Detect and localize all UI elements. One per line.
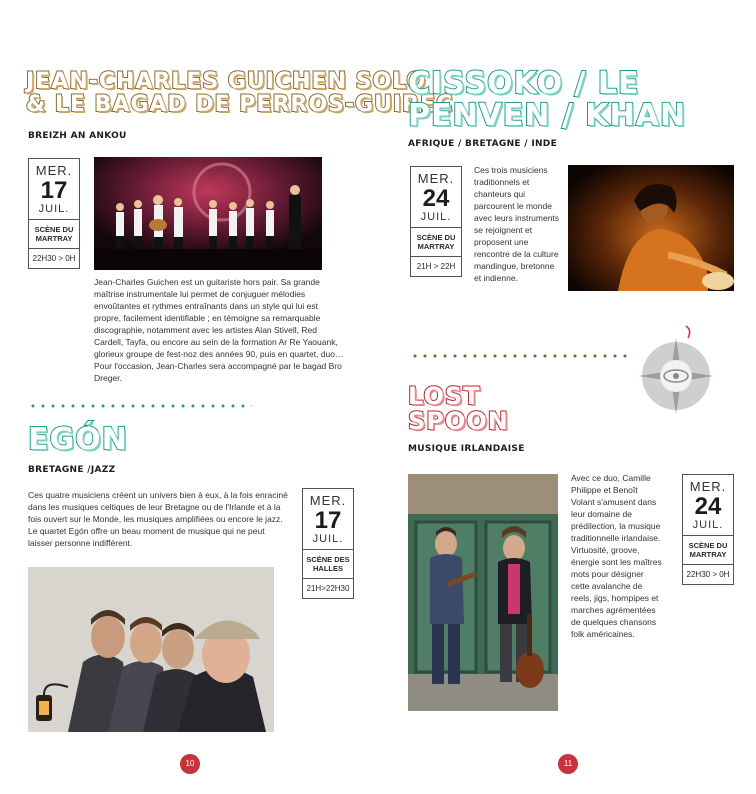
title-line: & LE BAGAD DE PERROS-GUIREC (26, 92, 454, 118)
date-box (28, 158, 80, 269)
event-description: Jean-Charles Guichen est un guitariste hors pair. Sa grande maîtrise instrumentale lui permet de conjuguer mélodies envoûtantes et rythmes entraînants dans un style qui lui est propre, facilement identifiable ; en témoigne sa remarquable discographie, notamment avec les artistes Alan Stivell, Red Cardell, Tayfa, ou encore au sein de la formation Ar Re Yaouank, glorieux groupe de fest-noz des années 90, puis en quartet, duo… Pour l'occasion, Jean-Charles sera accompagné par le bagad Bro Dreger. (94, 277, 344, 383)
date-venue: SCÈNE DU MARTRAY (411, 227, 461, 256)
date-day-number: 24 (694, 493, 722, 520)
date-day-name: MER. (35, 163, 73, 178)
title-line: PENVEN / KHAN (408, 97, 686, 133)
date-day-name: MER. (417, 171, 455, 186)
dotted-divider (410, 354, 630, 358)
date-month: JUIL. (420, 211, 452, 223)
title-line: JEAN-CHARLES GUICHEN SOLO (26, 69, 427, 94)
date-venue: SCÈNE DU MARTRAY (683, 535, 733, 564)
event-description: Ces trois musiciens traditionnels et chanteurs qui parcourent le monde avec leurs instruments se rejoignent et proposent une rencontre de la culture mandingue, bretonne et indienne. (474, 165, 560, 283)
compass-rose-icon (634, 320, 718, 416)
date-day-number: 24 (422, 185, 450, 212)
event-subtitle: BRETAGNE /JAZZ (28, 465, 116, 475)
date-time: 22H30 > 0H (683, 564, 733, 584)
event-description: Ces quatre musiciens créent un univers bien à eux, à la fois enraciné dans les musiques celtiques de leur Bretagne ou de l'Irlande et à la fois ouvert sur le Monde, les musiques amplifiées ou encore le jazz. Le quartet Egón offre un beau moment de musique qui ne peut laisser personne indifférent. (28, 490, 288, 548)
title-line: SPOON (408, 407, 509, 436)
event-title-guichen (26, 70, 453, 116)
date-day-number: 17 (40, 177, 68, 204)
date-box (302, 488, 354, 599)
event-title-lost-spoon (408, 384, 509, 434)
date-month: JUIL. (38, 203, 70, 215)
date-day-name: MER. (689, 479, 727, 494)
photo-guichen-concert (94, 157, 322, 270)
event-title-egon: EGÓN (28, 422, 128, 457)
date-box (410, 166, 462, 277)
date-month: JUIL. (312, 533, 344, 545)
date-venue: SCÈNE DU MARTRAY (29, 219, 79, 248)
date-time: 21H > 22H (411, 256, 461, 276)
event-description: Avec ce duo, Camille Philippe et Benoît Volant s'amusent dans leur domaine de prédilection, la musique traditionnelle irlandaise. Virtuosité, groove, énergie sont les maîtres mots pour désigner cette avalanche de reels, jigs, hornpipes et marches agrémentées de quelques chansons folk américaines. (571, 473, 662, 639)
date-venue: SCÈNE DES HALLES (303, 549, 353, 578)
date-time: 21H>22H30 (303, 578, 353, 598)
date-day-name: MER. (309, 493, 347, 508)
photo-lost-spoon-duo (408, 474, 558, 711)
photo-cissoko-musician (568, 165, 734, 291)
page-number-badge: 10 (180, 754, 200, 774)
dotted-divider (28, 404, 252, 408)
event-title-cissoko (408, 68, 686, 131)
page-number-badge: 11 (558, 754, 578, 774)
date-month: JUIL. (692, 519, 724, 531)
event-subtitle: MUSIQUE IRLANDAISE (408, 444, 525, 454)
date-time: 22H30 > 0H (29, 248, 79, 268)
title-line: CISSOKO / LE (408, 66, 640, 101)
date-day-number: 17 (314, 507, 342, 534)
title-line: LOST (408, 382, 481, 410)
event-subtitle: AFRIQUE / BRETAGNE / INDE (408, 139, 558, 149)
date-box (682, 474, 734, 585)
event-subtitle: BREIZH AN ANKOU (28, 131, 127, 141)
photo-egon-band (28, 567, 274, 732)
